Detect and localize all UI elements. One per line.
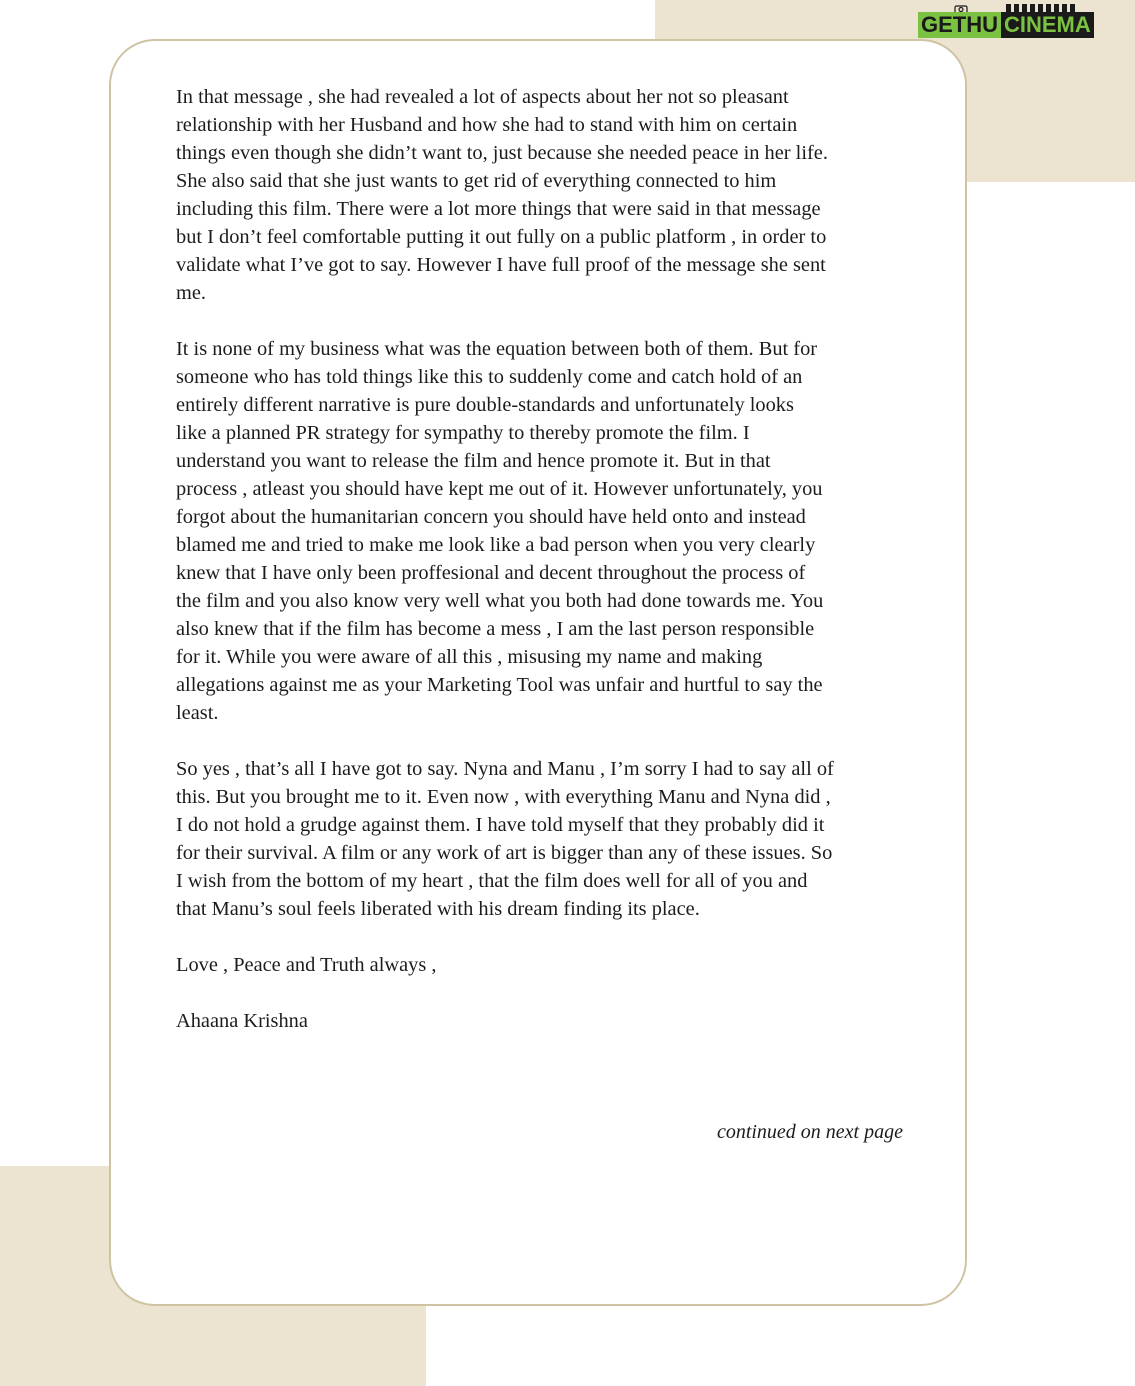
paragraph: It is none of my business what was the equation between both of them. But for someone who has told things like this to suddenly come and catch hold of an entirely different narrative is pure double-standards and unfortunately looks like a planned PR strategy for sympathy to thereby promote the film. I understand you want to release the film and hence promote it. But in that process , atleast you should have kept me out of it. However unfortunately, you forgot about the humanitarian concern you should have held onto and instead blamed me and tried to make me look like a bad person when you very clearly knew that I have only been proffesional and decent throughout the process of the film and you also know very well what you both had done towards me. You also knew that if the film has become a mess , I am the last person responsible for it. While you were aware of all this , misusing my name and making allegations against me as your Marketing Tool was unfair and hurtful to say the least. xyxy=(176,338,824,724)
continued-note: continued on next page xyxy=(716,1121,903,1143)
paragraph: In that message , she had revealed a lot of aspects about her not so pleasant relationship with her Husband and how she had to stand with him on certain things even though she didn’t want to, just because she needed peace in her life. She also said that she just wants to get rid of everything connected to him including this film. There were a lot more things that were said in that message but I don’t feel comfortable putting it out fully on a public platform , in order to validate what I’ve got to say. However I have full proof of the message she sent me. xyxy=(176,86,828,304)
paragraph: So yes , that’s all I have got to say. Nyna and Manu , I’m sorry I had to say all of this. But you brought me to it. Even now , with everything Manu and Nyna did , I do not hold a grudge against them. I have told myself that they probably did it for their survival. A film or any work of art is bigger than any of these issues. So I wish from the bottom of my heart , that the film does well for all of you and that Manu’s soul feels liberated with his dream finding its place. xyxy=(176,758,834,920)
watermark-part1: GETHU xyxy=(918,12,1001,38)
watermark-logo xyxy=(918,4,1091,42)
watermark-text xyxy=(918,12,1094,38)
film-strip-icon xyxy=(1006,4,1078,12)
signature-name: Ahaana Krishna xyxy=(176,1010,308,1032)
watermark-part2: CINEMA xyxy=(1001,12,1094,38)
closing-line: Love , Peace and Truth always , xyxy=(176,954,437,976)
letter-body xyxy=(176,83,904,1063)
